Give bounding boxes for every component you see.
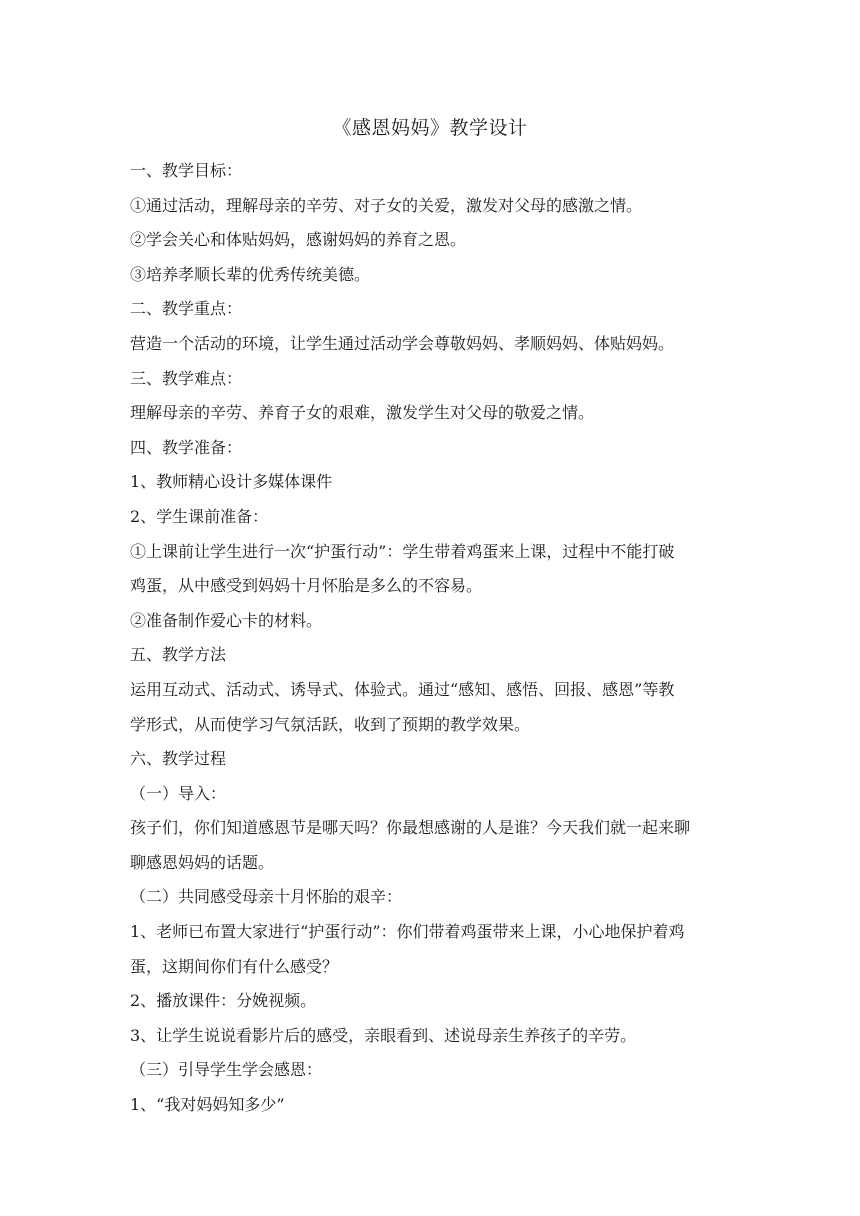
paragraph-line: 营造一个活动的环境，让学生通过活动学会尊敬妈妈、孝顺妈妈、体贴妈妈。 bbox=[130, 333, 675, 353]
section-heading-objectives: 一、教学目标： bbox=[130, 161, 243, 180]
preparation-item: 1、教师精心设计多媒体课件 bbox=[130, 472, 333, 492]
document-body bbox=[130, 154, 731, 1123]
preparation-item: 2、学生课前准备： bbox=[130, 506, 269, 526]
section-heading-methods: 五、教学方法 bbox=[130, 645, 227, 665]
objective-item: ②学会关心和体贴妈妈，感谢妈妈的养育之恩。 bbox=[130, 230, 467, 250]
section-heading-difficulties: 三、教学难点： bbox=[130, 368, 243, 388]
document-title: 《感恩妈妈》教学设计 bbox=[332, 117, 528, 139]
subsection-heading: （一）导入： bbox=[130, 783, 227, 803]
paragraph-line: 1、“我对妈妈知多少” bbox=[130, 1095, 285, 1115]
paragraph-line: 2、播放课件：分娩视频。 bbox=[130, 991, 317, 1011]
section-heading-process: 六、教学过程 bbox=[130, 749, 227, 769]
paragraph-line: 运用互动式、活动式、诱导式、体验式。通过“感知、感悟、回报、感恩”等教 bbox=[130, 679, 675, 699]
paragraph-line: 1、老师已布置大家进行“护蛋行动”：你们带着鸡蛋带来上课，小心地保护着鸡 bbox=[130, 922, 685, 942]
paragraph-line: 3、让学生说说看影片后的感受，亲眼看到、述说母亲生养孩子的辛劳。 bbox=[130, 1025, 637, 1045]
objective-item: ③培养孝顺长辈的优秀传统美德。 bbox=[130, 264, 371, 284]
subsection-heading: （二）共同感受母亲十月怀胎的艰辛： bbox=[130, 887, 403, 907]
paragraph-line: 蛋，这期间你们有什么感受？ bbox=[130, 956, 339, 976]
section-heading-preparation: 四、教学准备： bbox=[130, 437, 243, 457]
paragraph-line: 学形式，从而使学习气氛活跃，收到了预期的教学效果。 bbox=[130, 714, 531, 734]
subsection-heading: （三）引导学生学会感恩： bbox=[130, 1060, 323, 1080]
preparation-item: ②准备制作爱心卡的材料。 bbox=[130, 610, 323, 630]
paragraph-line: 鸡蛋，从中感受到妈妈十月怀胎是多么的不容易。 bbox=[130, 576, 483, 596]
paragraph-line: 孩子们，你们知道感恩节是哪天吗？你最想感谢的人是谁？今天我们就一起来聊 bbox=[130, 818, 691, 838]
paragraph-line: ①上课前让学生进行一次“护蛋行动”：学生带着鸡蛋来上课，过程中不能打破 bbox=[130, 541, 675, 561]
section-heading-key-points: 二、教学重点： bbox=[130, 299, 243, 319]
objective-item: ①通过活动，理解母亲的辛劳、对子女的关爱，激发对父母的感激之情。 bbox=[130, 195, 643, 215]
paragraph-line: 聊感恩妈妈的话题。 bbox=[130, 852, 275, 872]
paragraph-line: 理解母亲的辛劳、养育子女的艰难，激发学生对父母的敬爱之情。 bbox=[130, 403, 595, 423]
